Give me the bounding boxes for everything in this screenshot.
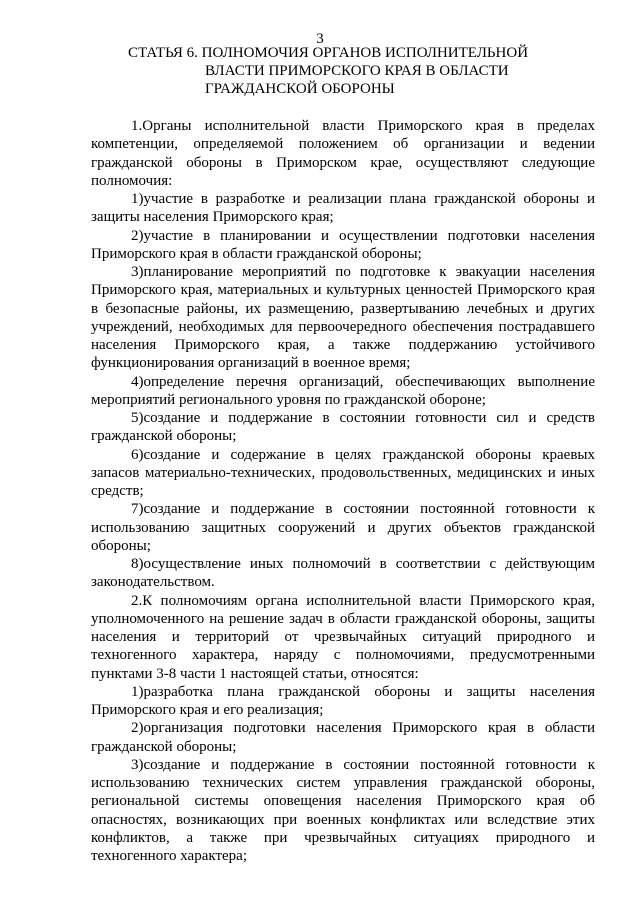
text-line: уполномоченного на решение задач в области гражданской обороны, защиты [91, 610, 595, 627]
page-number: 3 [316, 31, 324, 47]
text-line: мероприятий регионального уровня по гражданской обороне; [91, 391, 486, 408]
heading-line: ГРАЖДАНСКОЙ ОБОРОНЫ [205, 81, 395, 97]
text-line: использованию технических систем управления гражданской обороны, [91, 775, 595, 791]
text-line: гражданской обороны в Приморском крае, осуществляют следующие [91, 154, 595, 171]
text-line: запасов материально-технических, продовольственных, медицинских и иных [91, 464, 595, 481]
text-line: 2.К полномочиям органа исполнительной власти Приморского края, [131, 592, 595, 609]
text-line: гражданской обороны; [91, 738, 237, 755]
text-line: 3)создание и поддержание в состоянии постоянной готовности к [131, 756, 595, 773]
text-line: 8)осуществление иных полномочий в соответствии с действующим [131, 556, 595, 572]
text-line: пунктами 3-8 части 1 настоящей статьи, относятся: [91, 665, 419, 682]
text-line: населения и территорий от чрезвычайных ситуаций природного и [91, 629, 595, 645]
text-line: 5)создание и поддержание в состоянии готовности сил и средств [131, 410, 595, 426]
text-line: защиты населения Приморского края; [91, 209, 334, 226]
text-line: законодательством. [91, 574, 215, 591]
text-line: компетенции, определяемой положением об организации и ведении [91, 136, 595, 153]
text-line: 2)участие в планировании и осуществлении подготовки населения [131, 227, 595, 244]
text-line: функционирования организаций в военное время; [91, 355, 411, 372]
text-line: опасностях, возникающих при военных конфликтах или вследствие этих [91, 811, 595, 828]
text-line: конфликтов, а также при чрезвычайных ситуациях природного и [91, 829, 595, 846]
text-line: 1)участие в разработке и реализации плана гражданской обороны и [131, 191, 595, 207]
text-line: 3)планирование мероприятий по подготовке к эвакуации населения [131, 264, 595, 280]
text-line: гражданской обороны; [91, 428, 237, 445]
heading-line: ВЛАСТИ ПРИМОРСКОГО КРАЯ В ОБЛАСТИ [205, 63, 509, 79]
text-line: полномочия: [91, 172, 173, 189]
article-body [91, 117, 595, 865]
text-line: Приморского края и его реализация; [91, 702, 324, 718]
text-line: использованию защитных сооружений и других объектов гражданской [91, 519, 595, 536]
text-line: 4)определение перечня организаций, обеспечивающих выполнение [131, 373, 595, 390]
text-line: в безопасные районы, их размещению, развертыванию лечебных и других [91, 300, 595, 317]
text-line: населения Приморского края, а также поддержанию устойчивого [91, 337, 595, 353]
text-line: Приморского края в области гражданской обороны; [91, 245, 422, 262]
text-line: Приморского края, материальных и культурных ценностей Приморского края [91, 282, 595, 299]
text-line: техногенного характера, наряду с полномочиями, предусмотренными [91, 647, 595, 664]
text-line: обороны; [91, 537, 151, 554]
text-line: учреждений, необходимых для первоочередного обеспечения пострадавшего [91, 318, 595, 335]
text-line: 6)создание и содержание в целях гражданской обороны краевых [131, 446, 595, 463]
text-line: 1.Органы исполнительной власти Приморского края в пределах [131, 118, 595, 134]
text-line: 1)разработка плана гражданской обороны и защиты населения [131, 683, 595, 700]
text-line: региональной системы оповещения населения Приморского края об [91, 793, 595, 810]
text-line: 7)создание и поддержание в состоянии постоянной готовности к [131, 501, 595, 518]
heading-line: СТАТЬЯ 6. ПОЛНОМОЧИЯ ОРГАНОВ ИСПОЛНИТЕЛЬНОЙ [128, 45, 529, 61]
article-heading [0, 44, 640, 98]
text-line: 2)организация подготовки населения Приморского края в области [131, 720, 595, 737]
text-line: техногенного характера; [91, 848, 247, 864]
text-line: средств; [91, 483, 144, 499]
